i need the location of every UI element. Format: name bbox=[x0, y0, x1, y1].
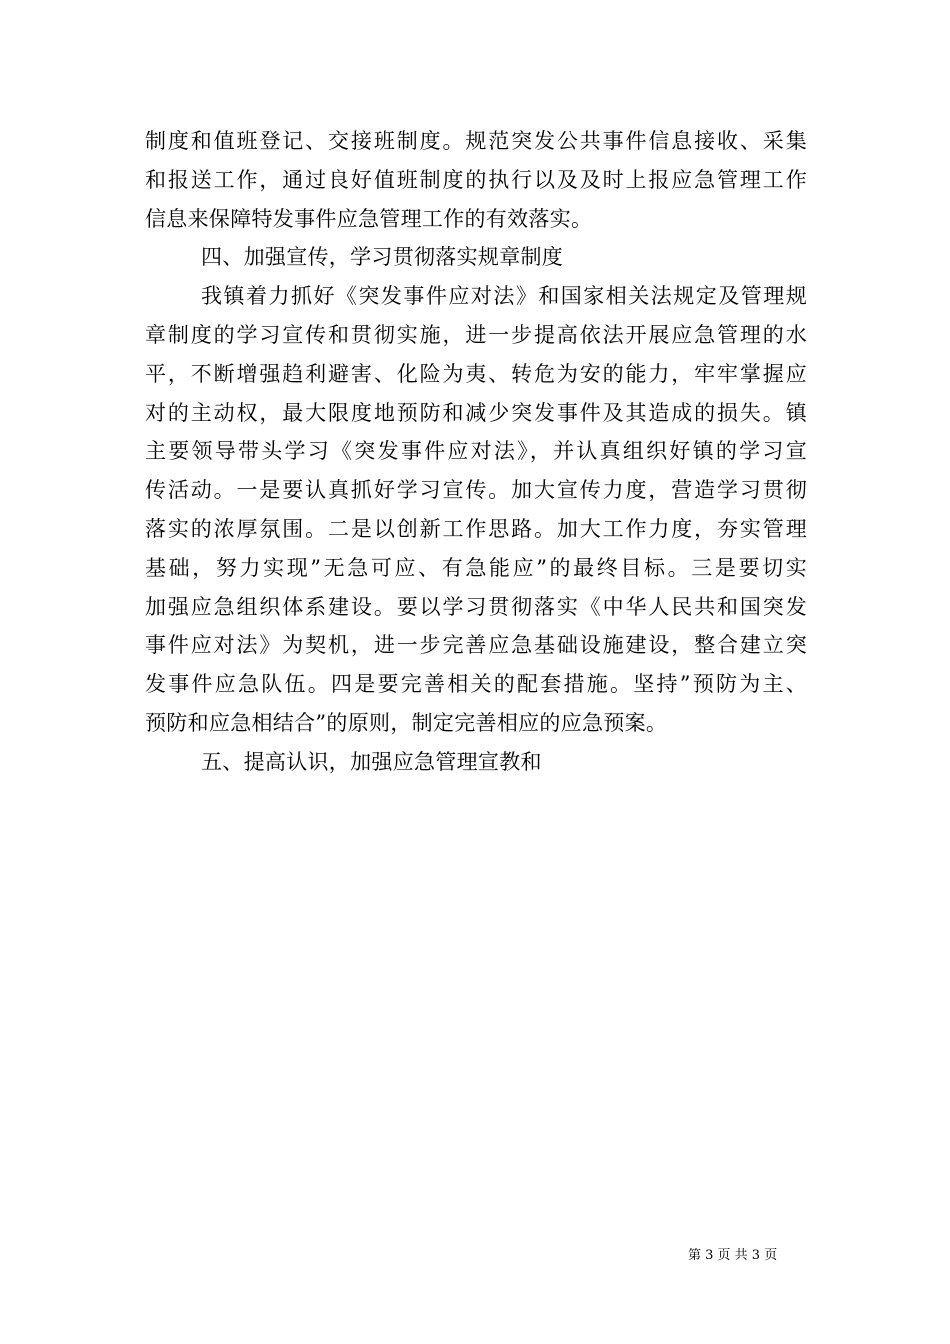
text-line: 平，不断增强趋利避害、化险为夷、转危为安的能力，牢牢掌握应 bbox=[145, 361, 807, 386]
section-heading: 四、加强宣传，学习贯彻落实规章制度 bbox=[201, 245, 564, 270]
text-line: 事件应对法》为契机，进一步完善应急基础设施建设，整合建立突 bbox=[145, 633, 807, 658]
text-line: 信息来保障特发事件应急管理工作的有效落实。 bbox=[145, 206, 593, 231]
text-line: 预防和应急相结合”的原则，制定完善相应的应急预案。 bbox=[145, 710, 668, 735]
text-line: 对的主动权，最大限度地预防和减少突发事件及其造成的损失。镇 bbox=[145, 400, 807, 425]
text-line: 章制度的学习宣传和贯彻实施，进一步提高依法开展应急管理的水 bbox=[145, 322, 807, 347]
document-body bbox=[145, 122, 807, 782]
page-number-footer: 第 3 页 共 3 页 bbox=[688, 1248, 778, 1263]
section-heading: 五、提高认识，加强应急管理宣教和 bbox=[201, 749, 542, 774]
text-line: 制度和值班登记、交接班制度。规范突发公共事件信息接收、采集 bbox=[145, 129, 807, 153]
text-line: 发事件应急队伍。四是要完善相关的配套措施。坚持”预防为主、 bbox=[145, 672, 807, 697]
text-line: 基础，努力实现”无急可应、有急能应”的最终目标。三是要切实 bbox=[145, 555, 807, 580]
text-line: 主要领导带头学习《突发事件应对法》，并认真组织好镇的学习宣 bbox=[145, 439, 807, 464]
text-line: 落实的浓厚氛围。二是以创新工作思路。加大工作力度，夯实管理 bbox=[145, 516, 807, 541]
text-line: 传活动。一是要认真抓好学习宣传。加大宣传力度，营造学习贯彻 bbox=[145, 478, 807, 503]
text-line: 和报送工作，通过良好值班制度的执行以及及时上报应急管理工作 bbox=[145, 167, 807, 192]
text-line: 加强应急组织体系建设。要以学习贯彻落实《中华人民共和国突发 bbox=[145, 594, 807, 619]
text-line: 我镇着力抓好《突发事件应对法》和国家相关法规定及管理规 bbox=[201, 284, 807, 309]
